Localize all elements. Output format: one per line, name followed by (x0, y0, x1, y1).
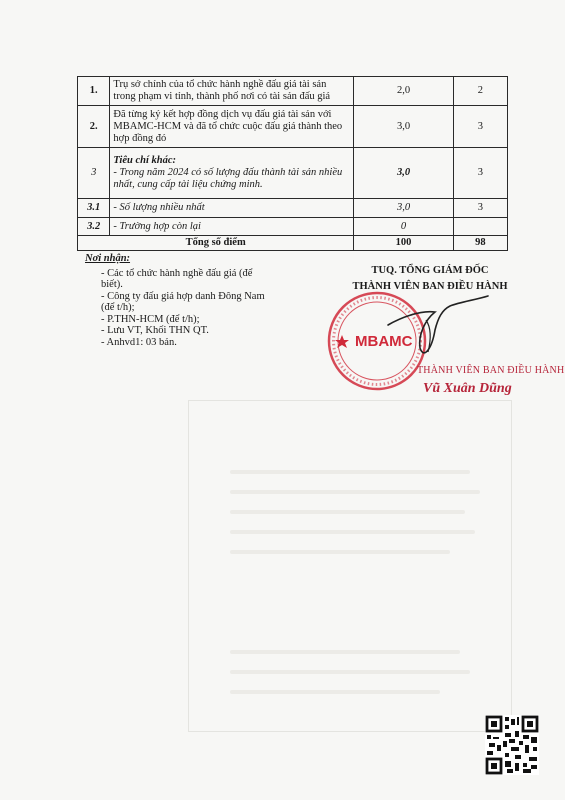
bleed-through-text (230, 510, 465, 514)
criteria-table (77, 76, 508, 251)
total-awarded-score: 98 (453, 236, 507, 251)
list-item: - Các tổ chức hành nghề đấu giá (để biết). (101, 267, 253, 290)
max-score: 2,0 (354, 77, 453, 106)
total-label: Tổng số điểm (78, 236, 354, 251)
row-number: 3.2 (78, 218, 110, 236)
criterion-group-title: Tiêu chí khác: (113, 155, 177, 166)
row-number: 2. (78, 106, 110, 148)
awarded-score: 2 (453, 77, 507, 106)
max-score: 0 (354, 218, 453, 236)
criterion-description: - Số lượng nhiều nhất (110, 199, 354, 218)
recipients-list (85, 268, 266, 349)
list-item: - P.THN-HCM (để t/h); (101, 313, 200, 325)
table-row (78, 106, 508, 148)
awarded-score: 3 (453, 199, 507, 218)
row-number: 1. (78, 77, 110, 106)
bleed-through-table (188, 400, 512, 732)
table-row (78, 77, 508, 106)
signatory-block (330, 265, 530, 292)
table-row (78, 148, 508, 199)
criterion-description: - Trường hợp còn lại (110, 218, 354, 236)
criterion-description: Trụ sở chính của tổ chức hành nghề đấu giá tài sản trong phạm vi tỉnh, thành phố nơi có tài sản đấu giá (110, 77, 354, 106)
bleed-through-text (230, 650, 460, 654)
criterion-group-detail: - Trong năm 2024 có số lượng đấu thành tài sản nhiều nhất, cung cấp tài liệu chứng minh. (113, 167, 343, 190)
table-row (78, 218, 508, 236)
max-score: 3,0 (354, 106, 453, 148)
max-score: 3,0 (354, 148, 453, 199)
handwritten-signature (380, 290, 490, 370)
row-number: 3.1 (78, 199, 110, 218)
bleed-through-text (230, 470, 470, 474)
awarded-score: 3 (453, 148, 507, 199)
signatory-authority: TUQ. TỔNG GIÁM ĐỐC (371, 265, 489, 276)
awarded-score (453, 218, 507, 236)
qr-code (485, 715, 539, 775)
bleed-through-text (230, 670, 470, 674)
signatory-title: THÀNH VIÊN BAN ĐIỀU HÀNH (352, 281, 508, 292)
list-item: - Anhvd1: 03 bản. (101, 336, 177, 348)
bleed-through-text (230, 530, 475, 534)
awarded-score: 3 (453, 106, 507, 148)
recipients-block (85, 253, 266, 348)
total-max-score: 100 (354, 236, 453, 251)
bleed-through-text (230, 490, 480, 494)
bleed-through-text (230, 690, 440, 694)
max-score: 3,0 (354, 199, 453, 218)
row-number: 3 (78, 148, 110, 199)
svg-text:MBAMC: MBAMC (355, 333, 413, 350)
criterion-description: Đã từng ký kết hợp đồng dịch vụ đấu giá tài sản với MBAMC-HCM và đã tổ chức cuộc đấu giá thành theo hợp đồng đó (110, 106, 354, 148)
signatory-name: Vũ Xuân Dũng (423, 381, 512, 396)
bleed-through-text (230, 550, 450, 554)
list-item: - Lưu VT, Khối THN QT. (101, 325, 209, 336)
table-row (78, 199, 508, 218)
criterion-description (110, 148, 354, 199)
signatory-position: THÀNH VIÊN BAN ĐIỀU HÀNH (417, 365, 565, 376)
recipients-heading: Nơi nhận: (85, 253, 131, 264)
total-row (78, 236, 508, 251)
list-item: - Công ty đấu giá hợp danh Đông Nam (để t/h); (101, 290, 265, 313)
